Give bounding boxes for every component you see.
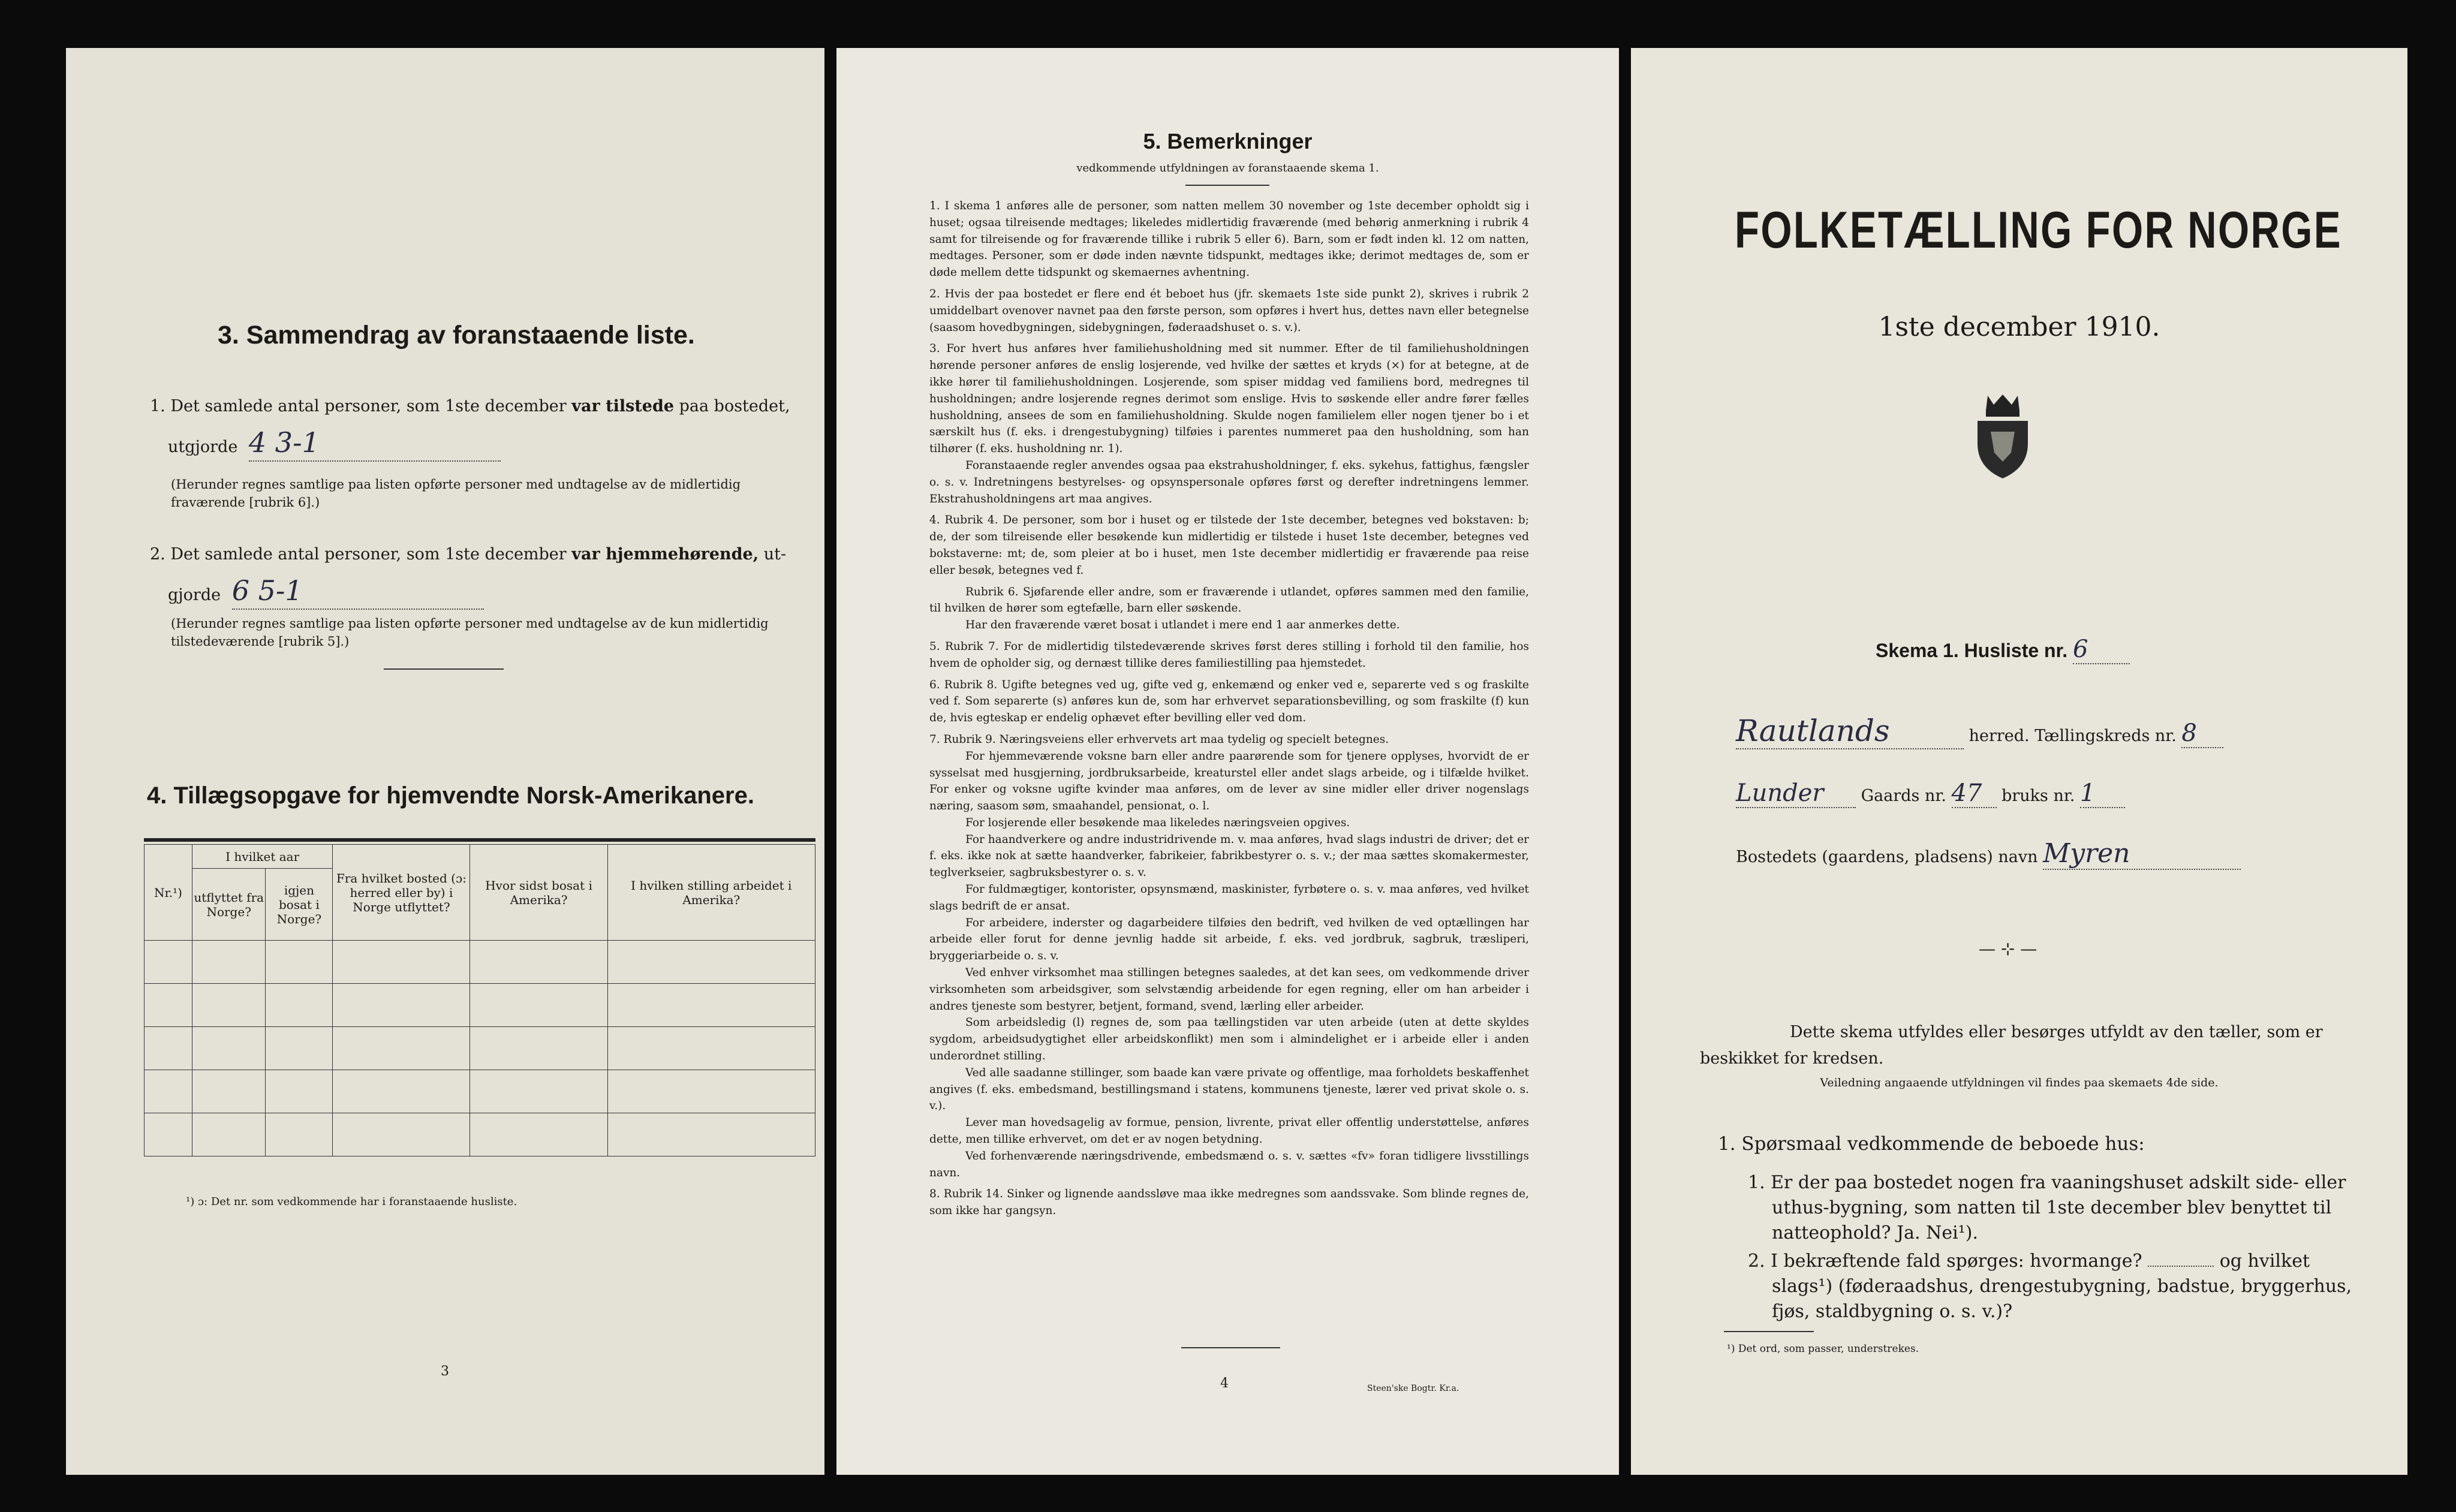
remark-7g: Som arbeidsledig (l) regnes de, som paa tællingstiden var uten arbeide (uten at dette skyldes sygdom, arbeidsudygtighet eller arbeidskonflikt) men som i almindelighet er i arbeide eller i anden underordnet stilling.	[929, 1016, 1529, 1063]
remark-6: 6. Rubrik 8. Ugifte betegnes ved ug, gifte ved g, enkemænd og enker ved e, separerte ved s og fraskilte ved f. Som separerte (s) anføres kun de, som har erhvervet separationsbevilling, og som fraskilte (f) kun de, hvis egteskap er endelig ophævet efter bevilling eller ved dom.	[929, 678, 1529, 725]
item-1-utgjorde: utgjorde 4 3-1	[168, 424, 501, 465]
remark-7h: Ved alle saadanne stillinger, som baade kan være private og offentlige, maa forholdets beskaffenhet angives (f. eks. embedsmand, bestillingsmand i statens, kommunens tjeneste, lærer ved privat skole o. s. v.).	[929, 1066, 1529, 1113]
page-number: 4	[1220, 1376, 1229, 1391]
table-top-rule	[144, 838, 815, 842]
instruction: Dette skema utfyldes eller besørges utfyldt av den tæller, som er beskikket for kredsen.	[1700, 1023, 2323, 1068]
remarks-title: 5. Bemerkninger	[1143, 129, 1313, 153]
remark-7j: Ved forhenværende næringsdrivende, embedsmænd o. s. v. sættes «fv» foran tidligere livsstillings navn.	[929, 1149, 1529, 1179]
divider	[1724, 1331, 1814, 1332]
remark-2: 2. Hvis der paa bostedet er flere end ét beboet hus (jfr. skemaets 1ste side punkt 2), skrives i rubrik 2 umiddelbart ovenover navnet paa den første person, som opføres i hvert hus, dettes navn eller betegnelse (saasom hovedbygningen, sidebygningen, føderaadshuset o. s. v.).	[929, 287, 1529, 334]
col-group-year: I hvilket aar	[192, 845, 332, 869]
table-footnote: ¹) ɔ: Det nr. som vedkommende har i foranstaaende husliste.	[186, 1195, 517, 1208]
remark-7b: For losjerende eller besøkende maa likeledes næringsveien opgives.	[965, 816, 1350, 829]
remark-1: 1. I skema 1 anføres alle de personer, som natten mellem 30 november og 1ste december opholdt sig i huset; ogsaa tilreisende medtages; likeledes midlertidig fraværende (med behørig anmerkning i rubrik 4 samt for tilreisende og for fraværende tillike i rubrik 5 eller 6). Barn, som er født inden kl. 12 om natten, medtages. Personer, som er døde inden nævnte tidspunkt, medtages ikke; derimot medtages de, som er døde mellem dette tidspunkt og skemaernes avhentning.	[929, 200, 1529, 279]
remark-8: 8. Rubrik 14. Sinker og lignende aandssløve maa ikke medregnes som aandssvake. Som blinde regnes de, som ikke har gangsyn.	[929, 1188, 1529, 1218]
skema-line: Skema 1. Husliste nr. 6	[1876, 635, 2130, 664]
table-row	[145, 1027, 815, 1070]
footnote: ¹) Det ord, som passer, understrekes.	[1727, 1343, 1919, 1355]
item-1: 1. Det samlede antal personer, som 1ste december var tilstede paa bostedet,	[150, 397, 790, 415]
remark-7f: Ved enhver virksomhet maa stillingen betegnes saaledes, at det kan sees, om vedkommende driver virksomheten som arbeidsgiver, som selvstændig arbeidende for egen regning, eller om han arbeider i andres tjeneste som bestyrer, betjent, formand, svend, lærling eller arbeider.	[929, 966, 1529, 1013]
resident-count[interactable]: 6 5-1	[232, 573, 484, 610]
present-count[interactable]: 4 3-1	[249, 424, 501, 462]
remark-7: 7. Rubrik 9. Næringsveiens eller erhvervets art maa tydelig og specielt betegnes.	[929, 733, 1389, 746]
bosted-line: Bostedets (gaardens, pladsens) navn Myren	[1736, 838, 2241, 870]
page-3	[66, 48, 824, 1475]
remark-7e: For arbeidere, inderster og dagarbeidere tilføies den bedrift, ved hvilken de ved optællingen har arbeide eller forut for denne jevnlig hadde sit arbeide, f. eks. ved jordbruk, sagbruk, træsliperi, bryggeriarbeide o. s. v.	[929, 916, 1529, 963]
col-nr: Nr.¹)	[145, 845, 192, 941]
table-row	[145, 1113, 815, 1156]
question-1: 1. Er der paa bostedet nogen fra vaaningshuset adskilt side- eller uthus-bygning, som natten til 1ste december blev benyttet til natteophold? Ja. Nei¹).	[1748, 1172, 2346, 1243]
page-1	[1631, 48, 2407, 1475]
remark-4b: Rubrik 6. Sjøfarende eller andre, som er fraværende i utlandet, opføres sammen med den familie, til hvilken de hører som egtefælle, barn eller søskende.	[929, 585, 1529, 615]
col-last-residence: Hvor sidst bosat i Amerika?	[470, 845, 607, 941]
page-4	[836, 48, 1619, 1475]
item-2-note: (Herunder regnes samtlige paa listen opførte personer med undtagelse av de kun midlertidig tilstedeværende [rubrik 5].)	[171, 616, 769, 649]
gaards-number[interactable]: 47	[1952, 779, 1997, 808]
remarks-subtitle: vedkommende utfyldningen av foranstaaende skema 1.	[1076, 162, 1379, 174]
remark-5: 5. Rubrik 7. For de midlertidig tilstedeværende skrives først deres stilling i forhold til den familie, hos hvem de opholder sig, og dernæst tillike deres familiestilling paa hjemstedet.	[929, 640, 1529, 670]
remarks-body	[929, 198, 1529, 1219]
question-2: 2. I bekræftende fald spørges: hvormange? og hvilket slags¹) (føderaadshus, drengestubygning, badstue, bryggerhus, fjøs, staldbygning o. s. v.)?	[1748, 1251, 2352, 1322]
printer-mark: Steen'ske Bogtr. Kr.a.	[1367, 1384, 1459, 1393]
census-date: 1ste december 1910.	[1878, 312, 2160, 342]
remark-4: 4. Rubrik 4. De personer, som bor i huset og er tilstede der 1ste december, betegnes ved bokstaven: b; de, der som tilreisende eller besøkende kun midlertidig er tilstede i huset 1ste december, betegnes ved bokstaverne: mt; de, som pleier at bo i huset, men 1ste december midlertidig er fraværende paa reise eller besøk, betegnes ved f.	[929, 514, 1529, 577]
census-title: FOLKETÆLLING FOR NORGE	[1735, 201, 2342, 259]
q2-count-field[interactable]	[2148, 1266, 2214, 1267]
divider	[1185, 185, 1269, 186]
table-row	[145, 941, 815, 984]
section-3-title: 3. Sammendrag av foranstaaende liste.	[218, 321, 695, 350]
q1-answer[interactable]: Ja. Nei¹).	[1897, 1222, 1979, 1243]
instruction-small: Veiledning angaaende utfyldningen vil findes paa skemaets 4de side.	[1820, 1076, 2219, 1089]
table-row	[145, 984, 815, 1027]
item-1-note: (Herunder regnes samtlige paa listen opførte personer med undtagelse av de midlertidig fraværende [rubrik 6].)	[171, 477, 741, 510]
col-from-place: Fra hvilket bosted (ɔ: herred eller by) i Norge utflyttet?	[333, 845, 470, 941]
question-heading: 1. Spørsmaal vedkommende de beboede hus:	[1718, 1133, 2145, 1155]
husliste-number[interactable]: 6	[2073, 635, 2130, 664]
herred-line: Rautlands herred. Tællingskreds nr. 8	[1736, 713, 2223, 749]
col-returned: igjen bosat i Norge?	[266, 869, 333, 941]
remark-3b: Foranstaaende regler anvendes ogsaa paa ekstrahusholdninger, f. eks. sykehus, fattighus, fængsler o. s. v. Indretningens bestyrelses- og opsynspersonale opføres først og derefter indretningens lemmer. Ekstrahusholdningens art maa angives.	[929, 459, 1529, 505]
remark-4c: Har den fraværende været bosat i utlandet i mere end 1 aar anmerkes dette.	[965, 619, 1400, 632]
gaard-name[interactable]: Lunder	[1736, 779, 1856, 808]
item-2: 2. Det samlede antal personer, som 1ste december var hjemmehørende, ut-	[150, 545, 787, 564]
page-number: 3	[441, 1364, 449, 1379]
section-4-title: 4. Tillægsopgave for hjemvendte Norsk-Amerikanere.	[147, 782, 754, 809]
col-emigrated: utflyttet fra Norge?	[192, 869, 266, 941]
item-2-utgjorde: gjorde 6 5-1	[168, 573, 484, 613]
bruks-number[interactable]: 1	[2080, 779, 2125, 808]
col-occupation: I hvilken stilling arbeidet i Amerika?	[607, 845, 815, 941]
remark-7c: For haandverkere og andre industridrivende m. v. maa anføres, hvad slags industri de driver; det er f. eks. ikke nok at sætte haandverker, fabrikeier, fabrikbestyrer o. s. v.; der maa sættes skomakermester, teglverkseier, sagbruksbestyrer o. s. v.	[929, 833, 1529, 880]
coat-of-arms-icon	[1967, 384, 2039, 480]
table-row	[145, 1070, 815, 1113]
remark-7a: For hjemmeværende voksne barn eller andre paarørende som for tjenere opplyses, hvorvidt de er sysselsat med husgjerning, jordbruksarbeide, kreaturstel eller andet slags arbeide, og i tilfælde hvilket. For enker og voksne ugifte kvinder maa anføres, om de lever av sine midler eller driver nogenslags næring, saasom søm, smaahandel, pensionat, o. l.	[929, 749, 1529, 813]
divider	[1181, 1347, 1280, 1348]
ornament-icon: — ⊹ —	[1979, 939, 2037, 959]
remark-3: 3. For hvert hus anføres hver familiehusholdning med sit nummer. Efter de til familiehusholdningen hørende personer anføres de enslig losjerende, ved hvilke der sættes et kryds (×) for at betegne, at de ikke hører til familiehusholdningen. Losjerende, som spiser middag ved familiens bord, medregnes til husholdningen; andre losjerende regnes derimot som enslige. Hvis to søskende eller andre fører fælles husholdning, ansees de som en familiehusholdning. Skulde nogen familielem eller nogen tjener bo i et særskilt hus (f. eks. i drengestubygning) tilføies i parentes nummeret paa den husholdning, som han tilhører (f. eks. husholdning nr. 1).	[929, 342, 1529, 456]
norsk-amerikaner-table	[144, 844, 815, 1156]
divider	[384, 668, 504, 670]
kreds-number[interactable]: 8	[2181, 719, 2223, 748]
remark-7i: Lever man hovedsagelig av formue, pension, livrente, privat eller offentlig understøttelse, anføres dette, men tillike erhvervet, om det er av nogen betydning.	[929, 1116, 1529, 1146]
herred-name[interactable]: Rautlands	[1736, 713, 1964, 749]
bosted-name[interactable]: Myren	[2043, 838, 2241, 870]
gaard-line: Lunder Gaards nr. 47 bruks nr. 1	[1736, 779, 2125, 808]
remark-7d: For fuldmægtiger, kontorister, opsynsmænd, maskinister, fyrbøtere o. s. v. maa anføres, ved hvilket slags bedrift de er ansat.	[929, 883, 1529, 912]
